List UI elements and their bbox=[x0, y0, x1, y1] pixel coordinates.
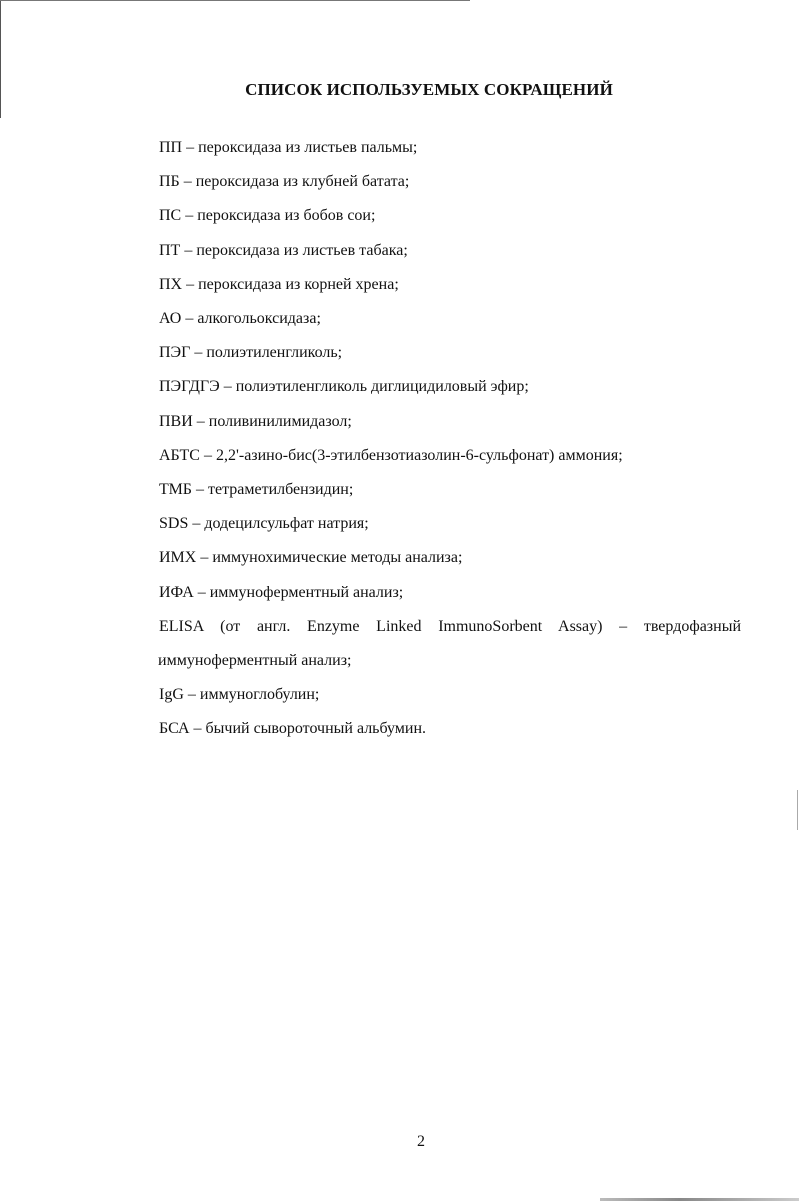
abbreviation-item: АО – алкогольоксидаза; bbox=[159, 310, 321, 328]
abbreviation-list bbox=[159, 131, 741, 747]
abbreviation-item: ПП – пероксидаза из листьев пальмы; bbox=[159, 139, 418, 156]
abbreviation-item: ПЭГ – полиэтиленгликоль; bbox=[159, 344, 343, 362]
abbreviation-item: АБТС – 2,2'-азино-бис(3-этилбензотиазолин-6-сульфонат) аммония; bbox=[159, 446, 623, 464]
abbreviation-item: IgG – иммуноглобулин; bbox=[159, 686, 320, 704]
abbreviation-item: ПЭГДГЭ – полиэтиленгликоль диглицидиловый эфир; bbox=[159, 378, 529, 396]
abbreviation-item: SDS – додецилсульфат натрия; bbox=[159, 515, 369, 533]
abbreviation-item: ИМХ – иммунохимические методы анализа; bbox=[159, 549, 463, 567]
page-title: СПИСОК ИСПОЛЬЗУЕМЫХ СОКРАЩЕНИЙ bbox=[245, 80, 613, 99]
abbreviation-item: ELISA (от англ. Enzyme Linked ImmunoSorbent Assay) – твердофазный bbox=[159, 617, 741, 635]
abbreviation-item: БСА – бычий сывороточный альбумин. bbox=[159, 720, 427, 738]
abbreviation-item: ИФА – иммуноферментный анализ; bbox=[159, 583, 404, 601]
abbreviation-item: ПТ – пероксидаза из листьев табака; bbox=[159, 241, 408, 259]
abbreviation-item: ПС – пероксидаза из бобов сои; bbox=[159, 207, 376, 225]
scan-edge-left bbox=[0, 0, 1, 118]
abbreviation-item: ПВИ – поливинилимидазол; bbox=[159, 412, 352, 430]
scan-edge-right bbox=[797, 790, 798, 830]
abbreviation-item: ПХ – пероксидаза из корней хрена; bbox=[159, 275, 399, 293]
abbreviation-item-continuation: иммуноферментный анализ; bbox=[158, 652, 352, 670]
scan-edge-top bbox=[0, 0, 470, 1]
page-number: 2 bbox=[417, 1133, 425, 1150]
abbreviation-item: ТМБ – тетраметилбензидин; bbox=[159, 481, 354, 499]
abbreviation-item: ПБ – пероксидаза из клубней батата; bbox=[159, 173, 410, 191]
